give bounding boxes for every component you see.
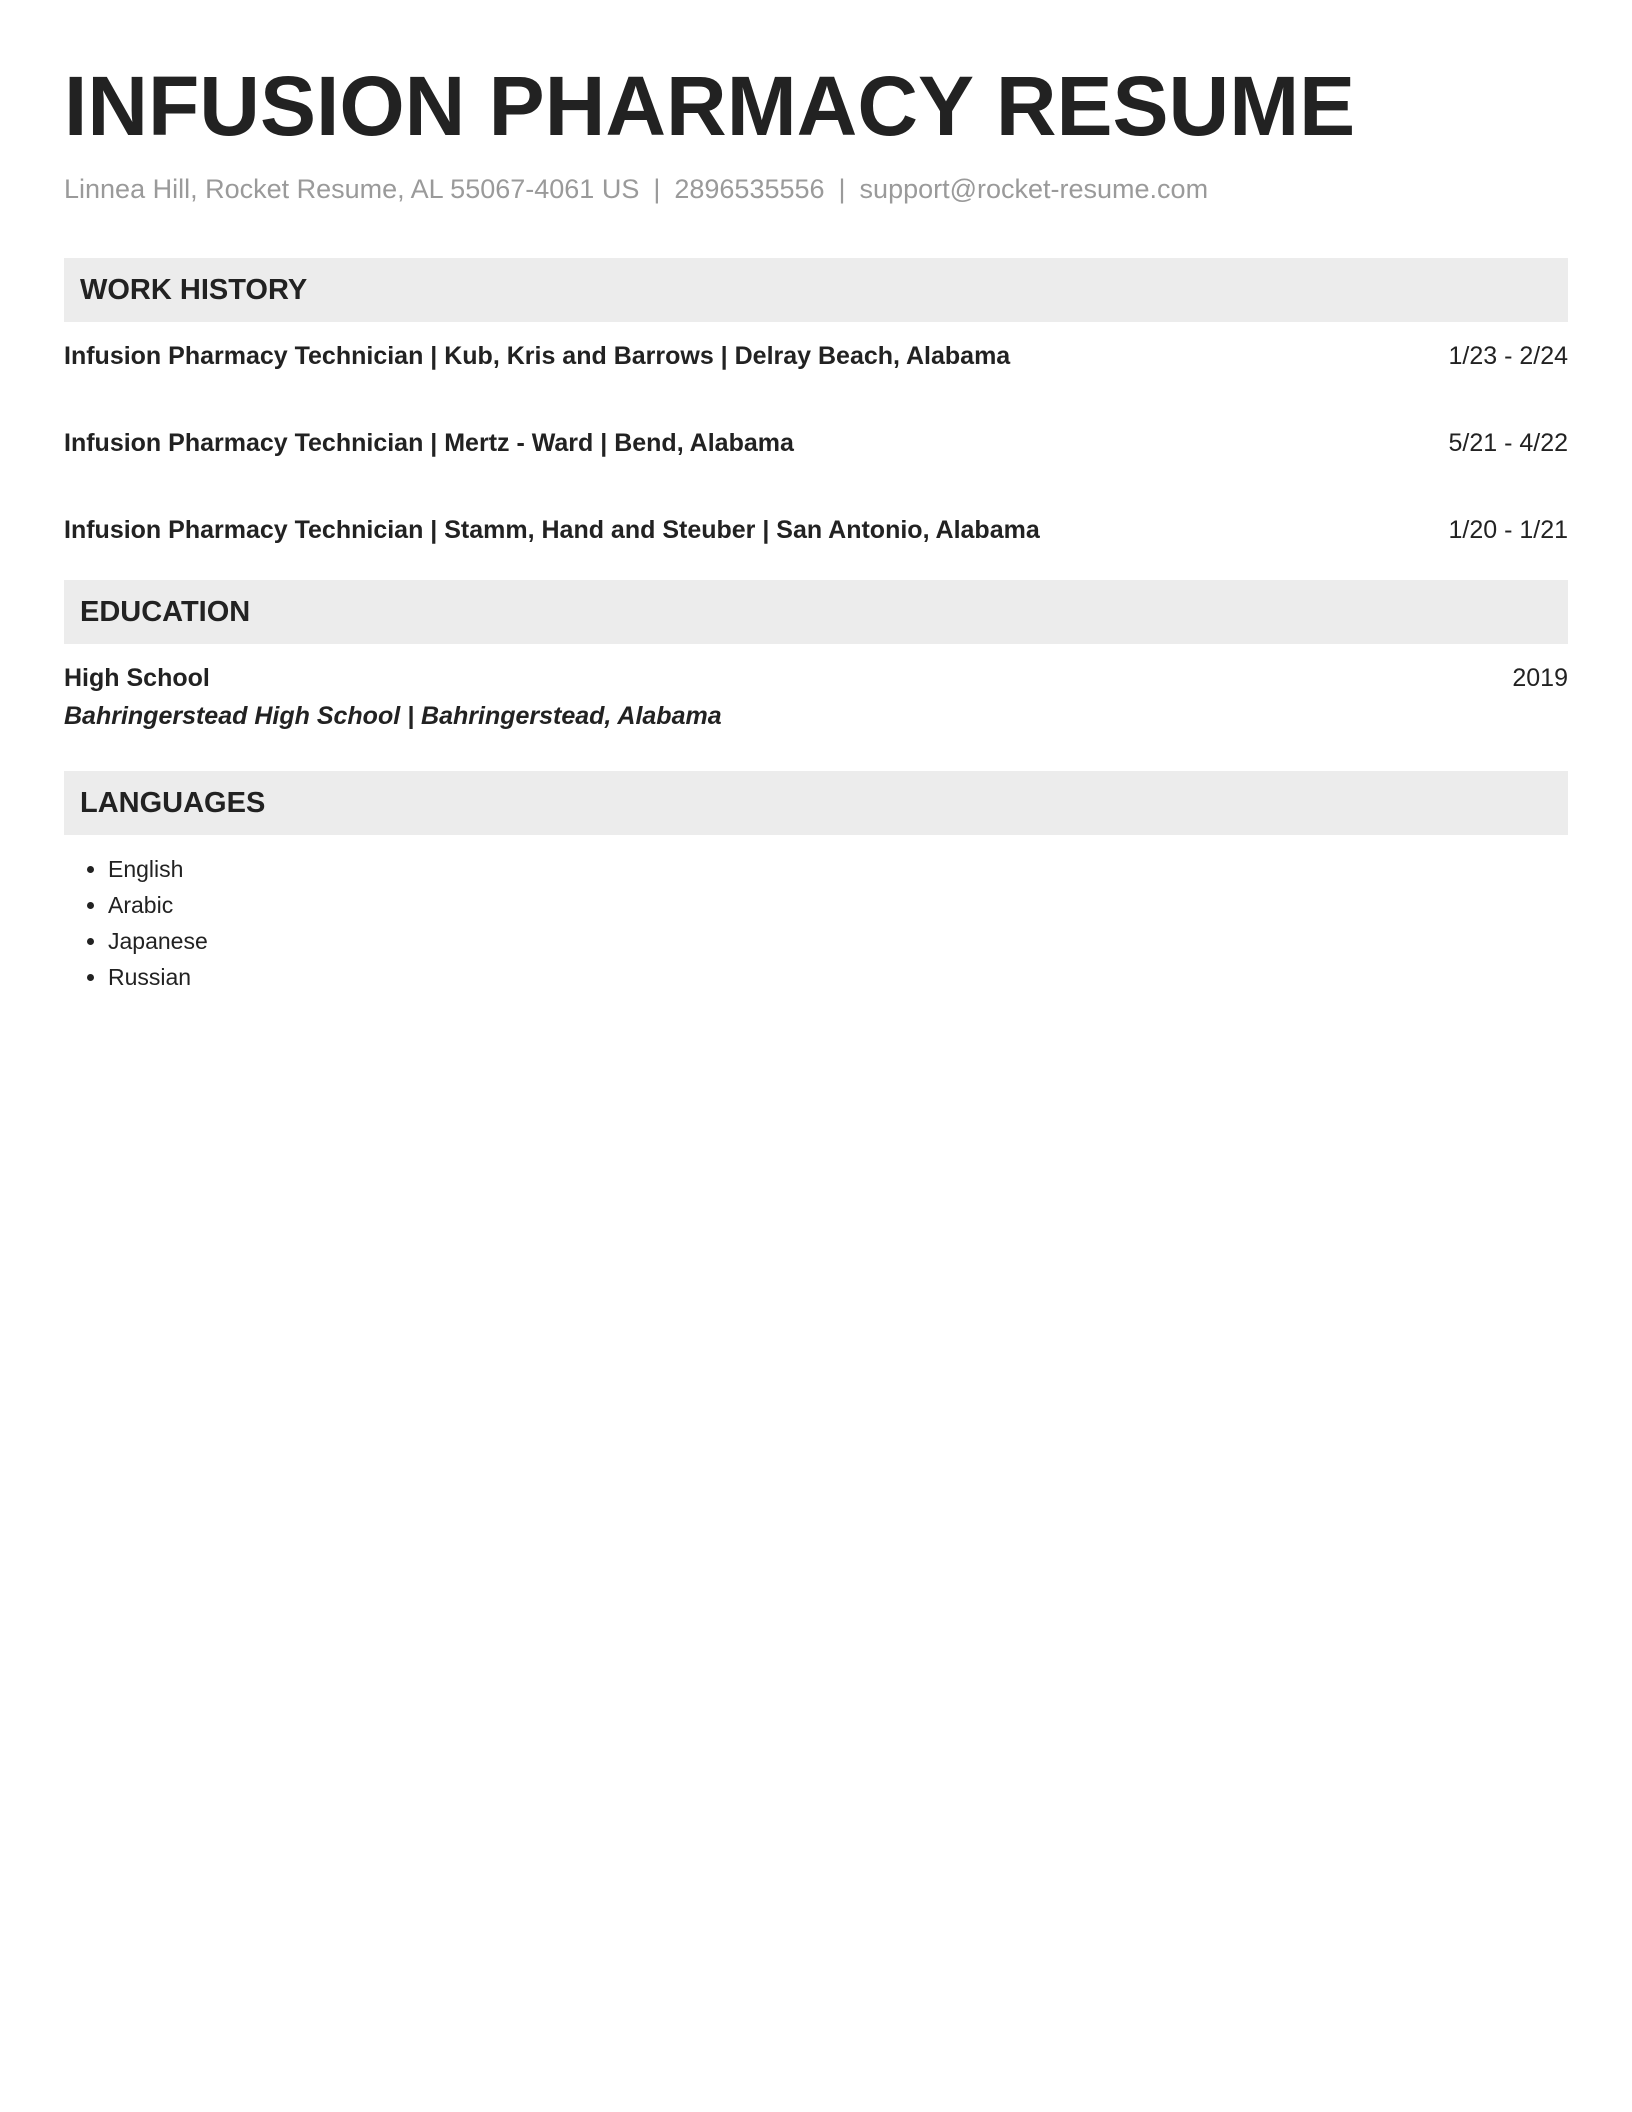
resume-page [64,56,1568,995]
work-history-heading: WORK HISTORY [64,258,1568,322]
education-year: 2019 [1512,664,1568,692]
job-title: Infusion Pharmacy Technician | Kub, Kris and Barrows | Delray Beach, Alabama [64,342,1011,370]
contact-address: Linnea Hill, Rocket Resume, AL 55067-4061 US [64,174,640,204]
job-dates: 1/20 - 1/21 [1448,516,1568,544]
job-entry [64,340,1568,372]
contact-separator: | [653,174,661,204]
contact-line [64,172,1568,206]
languages-list [64,851,1568,995]
contact-separator: | [838,174,846,204]
contact-phone: 2896535556 [674,174,825,204]
job-entry [64,427,1568,459]
contact-email[interactable]: support@rocket-resume.com [859,174,1209,204]
language-item: • Arabic [108,887,1568,923]
language-item: • Japanese [108,923,1568,959]
education-entry [64,662,1568,694]
job-entry [64,514,1568,546]
languages-heading: LANGUAGES [64,771,1568,835]
language-item: • Russian [108,959,1568,995]
job-dates: 1/23 - 2/24 [1448,342,1568,370]
education-school: Bahringerstead High School | Bahringerstead, Alabama [64,702,722,730]
job-dates: 5/21 - 4/22 [1448,429,1568,457]
language-item: • English [108,851,1568,887]
resume-title: INFUSION PHARMACY RESUME [64,59,1356,153]
education-degree: High School [64,664,210,692]
job-title: Infusion Pharmacy Technician | Mertz - Ward | Bend, Alabama [64,429,794,457]
job-title: Infusion Pharmacy Technician | Stamm, Hand and Steuber | San Antonio, Alabama [64,516,1040,544]
education-heading: EDUCATION [64,580,1568,644]
